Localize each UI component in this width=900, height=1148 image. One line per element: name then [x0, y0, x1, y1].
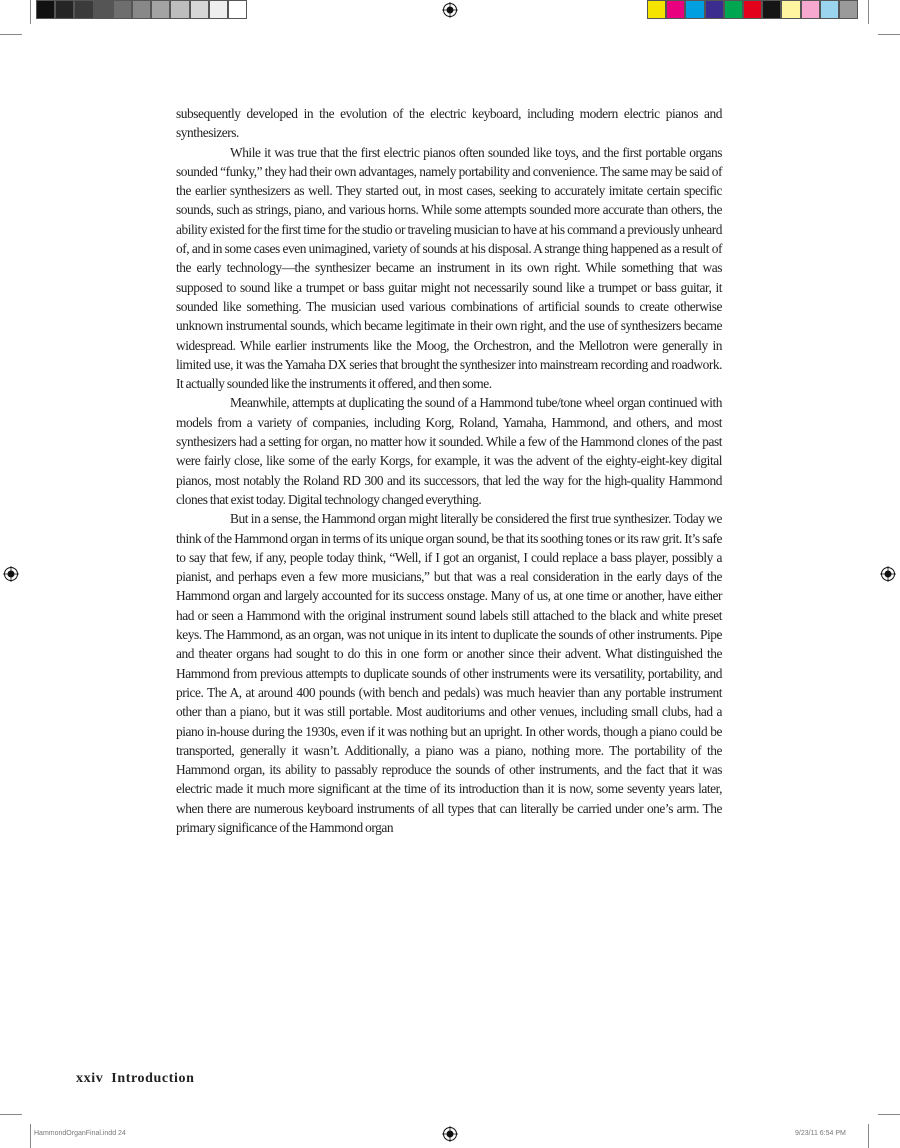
grayscale-patch [209, 0, 228, 19]
grayscale-patch [55, 0, 74, 19]
registration-mark-right [880, 566, 896, 582]
grayscale-patch [113, 0, 132, 19]
crop-mark-top-left-v [30, 0, 31, 24]
grayscale-patch [94, 0, 113, 19]
process-color-bar [647, 0, 858, 21]
process-color-patch [743, 0, 762, 19]
grayscale-patch [151, 0, 170, 19]
page-number: xxiv [76, 1071, 104, 1086]
process-color-patch [685, 0, 704, 19]
process-color-patch [666, 0, 685, 19]
page-folio [76, 1071, 194, 1087]
paragraph: Meanwhile, attempts at duplicating the sound of a Hammond tube/tone wheel organ continued with models from a variety of companies, including Korg, Roland, Yamaha, Hammond, and others, and most synthesizers had a setting for organ, no matter how it sounded. While a few of the Hammond clones of the past were fairly close, like some of the early Korgs, for example, it was the advent of the eighty-eight-key digital pianos, most notably the Roland RD 300 and its successors, that led the way for the high-quality Hammond clones that exist today. Digital technology changed everything. [176, 395, 722, 507]
process-color-patch [724, 0, 743, 19]
process-color-patch [801, 0, 820, 19]
crop-mark-bottom-right-h [878, 1114, 900, 1115]
grayscale-patch [170, 0, 189, 19]
paragraph: While it was true that the first electric pianos often sounded like toys, and the first portable organs sounded “funky,” they had their own advantages, namely portability and convenience. The same may be said of the earlier synthesizers as well. They started out, in most cases, seeking to accurately imitate certain specific sounds, such as strings, piano, and various horns. While some attempts sounded more accurate than others, the ability existed for the first time for the studio or traveling musician to have at his command a previously unheard of, and in some cases even unimagined, variety of sounds at his disposal. A strange thing happened as a result of the early technology—the synthesizer became an instrument in its own right. While something that was supposed to sound like a trumpet or bass guitar might not necessarily sound like a trumpet or bass guitar, it sounded like something. The musician used various combinations of artificial sounds to create otherwise unknown instrumental sounds, which became legitimate in their own right, and the use of synthesizers became widespread. While earlier instruments like the Moog, the Orchestron, and the Mellotron were generally in limited use, it was the Yamaha DX series that brought the synthesizer into mainstream recording and roadwork. It actually sounded like the instruments it offered, and then some. [176, 144, 722, 392]
section-title: Introduction [111, 1071, 195, 1086]
process-color-patch [839, 0, 858, 19]
process-color-patch [762, 0, 781, 19]
registration-mark-left [3, 566, 19, 582]
process-color-patch [705, 0, 724, 19]
process-color-patch [781, 0, 800, 19]
grayscale-patch [132, 0, 151, 19]
process-color-patch [820, 0, 839, 19]
paragraph: But in a sense, the Hammond organ might literally be considered the first true synthesizer. Today we think of the Hammond organ in terms of its unique organ sound, be that its soothing tones or its raw grit. It’s safe to say that few, if any, people today think, “Well, if I got an organist, I could replace a bass player, possibly a pianist, and perhaps even a few more musicians,” but that was a real consideration in the early days of the Hammond organ and largely accounted for its success onstage. Many of us, at one time or another, have either had or seen a Hammond with the original instrument sound labels still attached to the black and white preset keys. The Hammond, as an organ, was not unique in its intent to duplicate the sounds of other instruments. Pipe and theater organs had sought to do this in one form or another since their advent. What distinguished the Hammond from previous attempts to duplicate sounds of other instruments were its versatility, portability, and price. The A, at around 400 pounds (with bench and pedals) was much heavier than any portable instrument other than a piano, but it was still portable. Most auditoriums and other venues, including small clubs, had a piano in-house during the 1930s, even if it was nothing but an upright. In other words, though a piano could be transported, generally it wasn’t. Additionally, a piano was a piano, nothing more. The portability of the Hammond organ, its ability to passably reproduce the sounds of other instruments, and the fact that it was electric made it much more significant at the time of its introduction than it is now, some seventy years later, when there are numerous keyboard instruments of all types that can literally be carried under one’s arm. The primary significance of the Hammond organ [176, 511, 722, 835]
crop-mark-top-left-h [0, 34, 22, 35]
crop-mark-top-right-h [878, 34, 900, 35]
body-text [176, 104, 722, 837]
grayscale-patch [228, 0, 247, 19]
paragraph: subsequently developed in the evolution of the electric keyboard, including modern electric pianos and synthesizers. [176, 106, 722, 141]
grayscale-patch [36, 0, 55, 19]
crop-mark-bottom-left-v [30, 1124, 31, 1148]
grayscale-color-bar [36, 0, 247, 21]
slug-timestamp: 9/23/11 6:54 PM [795, 1130, 846, 1137]
slug-filename: HammondOrganFinal.indd 24 [34, 1130, 126, 1137]
registration-mark-top [442, 2, 458, 18]
process-color-patch [647, 0, 666, 19]
crop-mark-top-right-v [868, 0, 869, 24]
crop-mark-bottom-right-v [868, 1124, 869, 1148]
crop-mark-bottom-left-h [0, 1114, 22, 1115]
grayscale-patch [190, 0, 209, 19]
grayscale-patch [74, 0, 93, 19]
registration-mark-bottom [442, 1126, 458, 1142]
